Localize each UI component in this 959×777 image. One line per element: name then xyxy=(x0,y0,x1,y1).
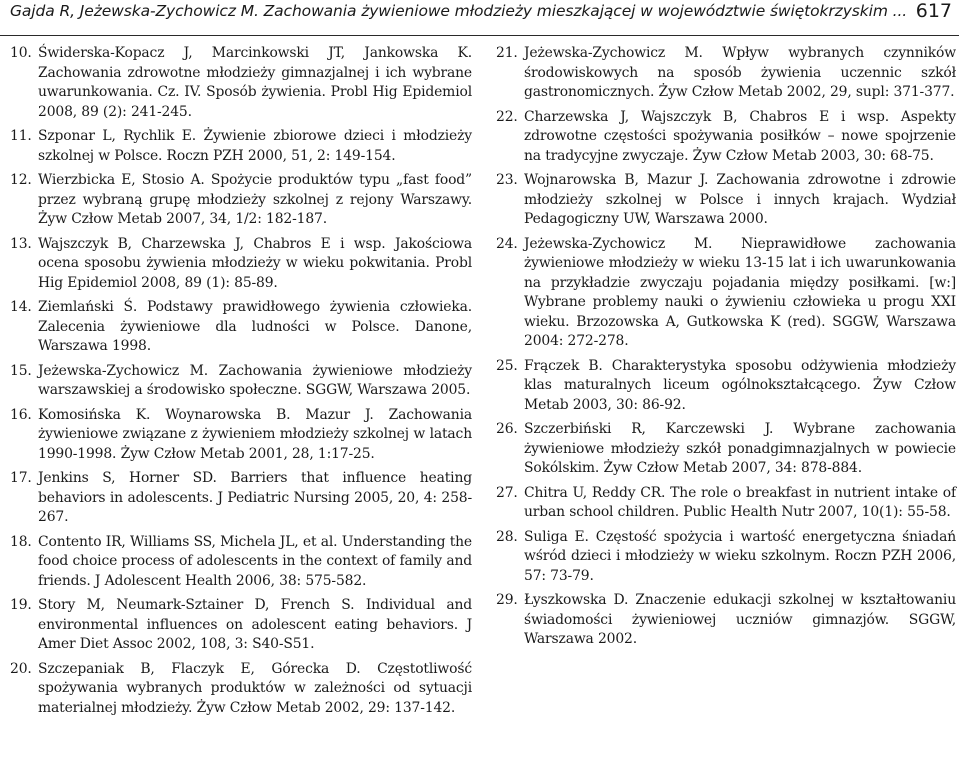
reference-item xyxy=(496,357,956,416)
page-number: 617 xyxy=(915,0,952,22)
reference-item xyxy=(10,44,472,122)
references-right-column xyxy=(496,44,956,655)
reference-text: Jeżewska-Zychowicz M. Nieprawidłowe zachowania żywieniowe młodzieży w wieku 13-15 lat i ich uwarunkowania na przykładzie zwyczaju pojadania między posiłkami. [w:] Wybrane problemy nauki o żywieniu człowieka u progu XXI wieku. Brzozowska A, Gutkowska K (red). SGGW, Warszawa 2004: 272-278. xyxy=(524,235,956,349)
reference-item xyxy=(10,362,472,401)
reference-item xyxy=(10,127,472,166)
reference-item xyxy=(10,406,472,465)
reference-number: 26. xyxy=(496,421,518,437)
reference-text: Świderska-Kopacz J, Marcinkowski JT, Jankowska K. Zachowania zdrowotne młodzieży gimnazjalnej i ich wybrane uwarunkowania. Cz. IV. Sposób żywienia. Probl Hig Epidemiol 2008, 89 (2): 241-245. xyxy=(38,45,472,120)
reference-number: 19. xyxy=(10,597,32,613)
reference-number: 28. xyxy=(496,528,518,545)
reference-number: 15. xyxy=(10,362,32,379)
reference-item xyxy=(10,533,472,592)
reference-number: 25. xyxy=(496,357,518,374)
reference-text: Komosińska K. Woynarowska B. Mazur J. Zachowania żywieniowe związane z żywieniem młodzieży szkolnej w latach 1990-1998. Żyw Człow Metab 2001, 28, 1:17-25. xyxy=(38,406,472,462)
reference-item xyxy=(10,596,472,655)
reference-text: Contento IR, Williams SS, Michela JL, et al. Understanding the food choice process of adolescents in the context of family and friends. J Adolescent Health 2006, 38: 575-582. xyxy=(38,533,472,589)
reference-item xyxy=(496,44,956,103)
reference-number: 24. xyxy=(496,235,518,252)
reference-item xyxy=(496,420,956,479)
reference-text: Wojnarowska B, Mazur J. Zachowania zdrowotne i zdrowie młodzieży szkolnej w Polsce i innych krajach. Wydział Pedagogiczny UW, Warszawa 2000. xyxy=(524,172,956,227)
reference-text: Szczerbiński R, Karczewski J. Wybrane zachowania żywieniowe młodzieży szkół ponadgimnazjalnych w powiecie Sokólskim. Żyw Człow Metab 2007, 34: 878-884. xyxy=(524,421,956,476)
reference-text: Suliga E. Częstość spożycia i wartość energetyczna śniadań wśród dzieci i młodzieży w wieku szkolnym. Roczn PZH 2006, 57: 73-79. xyxy=(524,528,956,584)
reference-item xyxy=(10,469,472,528)
reference-number: 23. xyxy=(496,172,518,188)
reference-text: Charzewska J, Wajszczyk B, Chabros E i wsp. Aspekty zdrowotne częstości spożywania posiłków – nowe spojrzenie na tradycyjne zwyczaje. Żyw Człow Metab 2003, 30: 68-75. xyxy=(524,108,956,164)
reference-text: Jeżewska-Zychowicz M. Wpływ wybranych czynników środowiskowych na sposób żywienia uczennic szkół gastronomicznych. Żyw Człow Metab 2002, 29, supl: 371-377. xyxy=(524,45,956,100)
reference-list-right xyxy=(496,44,956,650)
reference-text: Story M, Neumark-Sztainer D, French S. Individual and environmental influences on adolescent eating behaviors. J Amer Diet Assoc 2002, 108, 3: S40-S51. xyxy=(38,597,472,652)
reference-text: Wierzbicka E, Stosio A. Spożycie produktów typu „fast food” przez wybraną grupę młodzieży szkolnej z rejony Warszawy. Żyw Człow Metab 2007, 34, 1/2: 182-187. xyxy=(38,172,472,227)
reference-item xyxy=(496,171,956,230)
reference-text: Łyszkowska D. Znaczenie edukacji szkolnej w kształtowaniu świadomości żywieniowej uczniów gimnazjów. SGGW, Warszawa 2002. xyxy=(524,592,956,647)
reference-number: 14. xyxy=(10,299,32,315)
reference-number: 29. xyxy=(496,592,518,608)
reference-text: Jeżewska-Zychowicz M. Zachowania żywieniowe młodzieży warszawskiej a środowisko społeczne. SGGW, Warszawa 2005. xyxy=(38,362,472,398)
reference-number: 10. xyxy=(10,45,32,61)
reference-text: Wajszczyk B, Charzewska J, Chabros E i wsp. Jakościowa ocena sposobu żywienia młodzieży w wieku pokwitania. Probl Hig Epidemiol 2008, 89 (1): 85-89. xyxy=(38,235,472,291)
header-rule xyxy=(0,35,959,36)
reference-number: 18. xyxy=(10,533,32,550)
reference-number: 11. xyxy=(10,128,32,144)
reference-text: Ziemlański Ś. Podstawy prawidłowego żywienia człowieka. Zalecenia żywieniowe dla ludności w Polsce. Danone, Warszawa 1998. xyxy=(38,299,472,354)
reference-item xyxy=(10,660,472,719)
reference-item xyxy=(10,171,472,230)
reference-item xyxy=(10,235,472,294)
reference-number: 20. xyxy=(10,660,32,677)
reference-item xyxy=(496,108,956,167)
reference-text: Szponar L, Rychlik E. Żywienie zbiorowe dzieci i młodzieży szkolnej w Polsce. Roczn PZH 2000, 51, 2: 149-154. xyxy=(38,128,472,164)
reference-text: Frączek B. Charakterystyka sposobu odżywienia młodzieży klas maturalnych liceum ogólnokształcącego. Żyw Człow Metab 2003, 30: 86-92. xyxy=(524,357,956,413)
reference-text: Jenkins S, Horner SD. Barriers that influence heating behaviors in adolescents. J Pediatric Nursing 2005, 20, 4: 258-267. xyxy=(38,470,472,525)
running-header xyxy=(10,0,952,36)
reference-item xyxy=(10,298,472,357)
references-left-column xyxy=(10,44,472,723)
reference-number: 16. xyxy=(10,406,32,423)
reference-number: 17. xyxy=(10,470,32,486)
reference-text: Szczepaniak B, Flaczyk E, Górecka D. Częstotliwość spożywania wybranych produktów w zależności od sytuacji materialnej młodzieży. Żyw Człow Metab 2002, 29: 137-142. xyxy=(38,660,472,716)
running-title: Gajda R, Jeżewska-Zychowicz M. Zachowania żywieniowe młodzieży mieszkającej w województwie świętokrzyskim ... xyxy=(10,2,908,20)
reference-item xyxy=(496,484,956,523)
reference-number: 22. xyxy=(496,108,518,125)
reference-number: 21. xyxy=(496,45,518,61)
reference-item xyxy=(496,591,956,650)
reference-number: 27. xyxy=(496,484,518,501)
reference-number: 12. xyxy=(10,172,32,188)
reference-number: 13. xyxy=(10,235,32,252)
reference-list-left xyxy=(10,44,472,718)
reference-item xyxy=(496,235,956,352)
reference-text: Chitra U, Reddy CR. The role o breakfast in nutrient intake of urban school children. Public Health Nutr 2007, 10(1): 55-58. xyxy=(524,484,956,520)
reference-item xyxy=(496,528,956,587)
